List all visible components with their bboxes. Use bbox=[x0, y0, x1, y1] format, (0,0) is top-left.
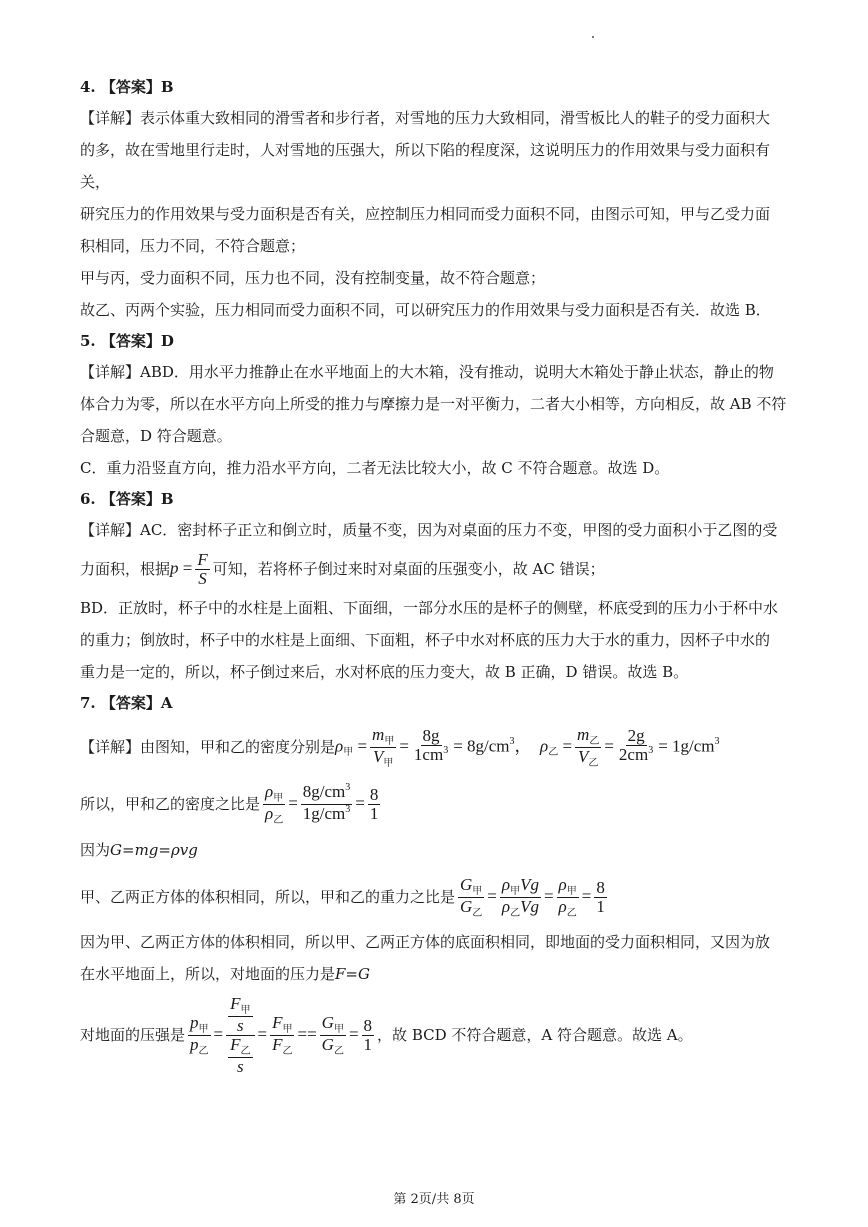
q7-pressure-line bbox=[80, 990, 792, 1080]
q4-line: 积相同，压力不同，不符合题意； bbox=[80, 237, 306, 255]
force-formula: F=G bbox=[335, 965, 370, 983]
gravity-formula: G=mg=ρvg bbox=[110, 841, 198, 859]
q6-line2-post: 可知，若将杯子倒过来时对桌面的压强变小，故 AC 错误； bbox=[212, 560, 605, 578]
q7-line3-pre: 因为 bbox=[80, 841, 111, 859]
page-footer: 第 2页/共 8页 bbox=[393, 1192, 475, 1207]
pressure-formula: p = $\frac{F}{S}$ bbox=[170, 549, 208, 588]
q7-line7-post: ，故 BCD 不符合题意，A 符合题意。故选 A。 bbox=[377, 1026, 693, 1044]
q6-line: 重力是一定的，所以，杯子倒过来后，水对杯底的压力变大，故 B 正确，D 错误。故选 B。 bbox=[80, 663, 689, 681]
q6-line2-pre: 力面积，根据 bbox=[80, 560, 171, 578]
q6-line: BD．正放时，杯子中的水柱是上面粗、下面细，一部分水压的是杯子的侧壁，杯底受到的压力小于杯中水 bbox=[80, 599, 779, 617]
q5-line: 体合力为零，所以在水平方向上所受的推力与摩擦力是一对平衡力，二者大小相等，方向相反，故 AB 不符 bbox=[80, 395, 787, 413]
answer-content bbox=[80, 72, 792, 1080]
q4-header: 4. 【答案】B bbox=[80, 78, 174, 96]
q4-line: 甲与丙，受力面积不同，压力也不同，没有控制变量，故不符合题意； bbox=[80, 269, 546, 287]
q4-line: 关， bbox=[80, 173, 111, 191]
scan-speck bbox=[592, 36, 594, 38]
q5-header: 5. 【答案】D bbox=[80, 332, 174, 350]
density-formula: $\rho_甲$ = $\frac{m_甲}{V_甲}$ = $\frac{8g}{1cm^3}$ = $8g/cm^3$， $\rho_乙$ = $\frac{m_乙}{V_乙}$ = $\frac{2g}{2cm^3}$ = $1g/cm^3$ bbox=[335, 724, 720, 769]
q5-line: 【详解】ABD．用水平力推静止在水平地面上的大木箱，没有推动，说明大木箱处于静止状态，静止的物 bbox=[80, 363, 774, 381]
q6-formula-line bbox=[80, 546, 792, 592]
q4-line: 的多，故在雪地里行走时，人对雪地的压强大，所以下陷的程度深，这说明压力的作用效果与受力面积有 bbox=[80, 141, 771, 159]
q4-line: 【详解】表示体重大致相同的滑雪者和步行者，对雪地的压力大致相同，滑雪板比人的鞋子的受力面积大 bbox=[80, 109, 771, 127]
q6-line: 【详解】AC．密封杯子正立和倒立时，质量不变，因为对桌面的压力不变，甲图的受力面积小于乙图的受 bbox=[80, 521, 778, 539]
q5-line: 合题意，D 符合题意。 bbox=[80, 427, 232, 445]
q7-line6-pre: 在水平地面上，所以，对地面的压力是 bbox=[80, 965, 336, 983]
q7-line7-pre: 对地面的压强是 bbox=[80, 1026, 186, 1044]
pressure-ratio-formula: $\frac{p_甲}{p_乙}$ = $\frac{\frac{F_甲}{s}}{\frac{F_乙}{s}}$ = $\frac{F_甲}{F_乙}$ == $\frac{G_甲}{G_乙}$ = $\frac{8}{1}$ bbox=[190, 993, 373, 1076]
q6-header: 6. 【答案】B bbox=[80, 490, 174, 508]
gravity-ratio-formula: $\frac{G_甲}{G_乙}$ = $\frac{\rho_甲Vg}{\rho_乙Vg}$ = $\frac{\rho_甲}{\rho_乙}$ = $\frac{8}{1}$ bbox=[460, 874, 605, 919]
q4-line: 故乙、丙两个实验，压力相同而受力面积不同，可以研究压力的作用效果与受力面积是否有关．故选 B． bbox=[80, 301, 771, 319]
q7-force-line bbox=[80, 958, 792, 990]
q5-line: C．重力沿竖直方向，推力沿水平方向，二者无法比较大小，故 C 不符合题意。故选 D。 bbox=[80, 459, 670, 477]
density-ratio-formula: $\frac{\rho_甲}{\rho_乙}$ = $\frac{8g/cm^3}{1g/cm^3}$ = $\frac{8}{1}$ bbox=[265, 781, 379, 826]
q7-header: 7. 【答案】A bbox=[80, 694, 173, 712]
q7-gravity-ratio-line bbox=[80, 868, 792, 926]
q6-line: 的重力；倒放时，杯子中的水柱是上面细、下面粗，杯子中水对杯底的压力大于水的重力，因杯子中水的 bbox=[80, 631, 771, 649]
q4-line: 研究压力的作用效果与受力面积是否有关，应控制压力相同而受力面积不同，由图示可知，甲与乙受力面 bbox=[80, 205, 771, 223]
q7-line2-pre: 所以，甲和乙的密度之比是 bbox=[80, 795, 261, 813]
q7-line4-pre: 甲、乙两正方体的体积相同，所以，甲和乙的重力之比是 bbox=[80, 888, 456, 906]
q7-line: 因为甲、乙两正方体的体积相同，所以甲、乙两正方体的底面积相同，即地面的受力面积相同，又因为放 bbox=[80, 933, 771, 951]
q7-density-line bbox=[80, 718, 792, 776]
q7-gravity-line bbox=[80, 832, 792, 868]
q7-ratio-line bbox=[80, 776, 792, 832]
q7-line1-pre: 【详解】由图知，甲和乙的密度分别是 bbox=[80, 738, 336, 756]
